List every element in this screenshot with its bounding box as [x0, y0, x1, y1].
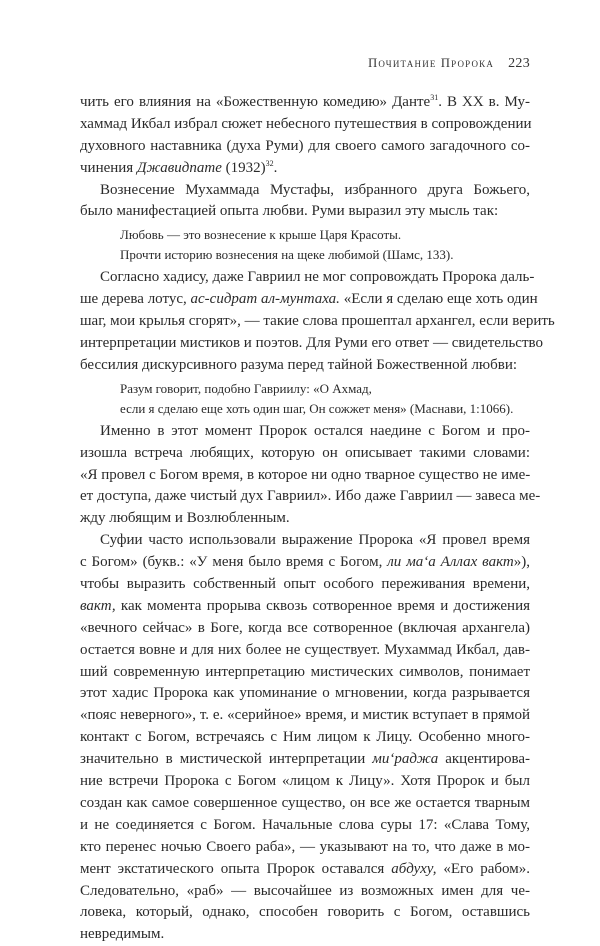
page-number: 223: [508, 56, 530, 71]
text-line: ет доступа, даже чистый дух Гавриил». Ибо даже Гавриил — завеса ме-: [80, 488, 541, 505]
verse-line: Любовь — это вознесение к крыше Царя Красоты.: [120, 227, 402, 243]
text-line: с Богом» (букв.: «У меня было время с Богом, ли ма‘а Аллах вакт»),: [80, 554, 530, 571]
paragraph-4: [80, 421, 541, 530]
text-line: «Я провел с Богом время, в которое ни одно тварное существо не име-: [80, 466, 531, 483]
text-line: «вечного сейчас» в Боге, когда все сотворенное (включая архангела): [80, 619, 530, 636]
text-line: мент экстатического опыта Пророк оставался абдуху, «Его рабом».: [80, 860, 530, 877]
text-line: жду любящим и Возлюбленным.: [80, 510, 290, 527]
text-line: Именно в этот момент Пророк остался наедине с Богом и про-: [100, 422, 530, 439]
footnote-ref-31: 31: [430, 93, 439, 102]
running-title: Почитание Пророка: [368, 56, 495, 70]
text-line: духовного наставника (духа Руми) для своего самого загадочного со-: [80, 137, 530, 154]
text-line: контакт с Богом, встречаясь с Ним лицом к Лицу. Особенно много-: [80, 729, 530, 746]
text-line: шаг, мои крылья сгорят», — такие слова прошептал архангел, если верить: [80, 313, 555, 330]
text-line: значительно в мистической интерпретации ми‘раджа акцентирова-: [80, 751, 530, 768]
paragraph-2: [80, 180, 530, 224]
paragraph-5: [80, 530, 530, 946]
text-line: ший современную интерпретацию мистических символов, понимает: [80, 663, 530, 680]
italic-term: ми‘раджа: [372, 751, 439, 768]
text-line: чтобы выразить собственный опыт особого переживания времени,: [80, 576, 530, 593]
text-line: ние встречи Пророка с Богом «лицом к Лицу». Хотя Пророк и был: [80, 773, 530, 790]
text-line: Вознесение Мухаммада Мустафы, избранного друга Божьего,: [100, 181, 530, 198]
text-line: бессилия дискурсивного разума перед тайной Божественной любви:: [80, 356, 518, 373]
text-line: Суфии часто использовали выражение Пророка «Я провел время: [100, 532, 530, 549]
text-line: кто перенес ночью Своего раба», — указывают на то, что даже в мо-: [80, 838, 530, 855]
text-line: остается вовне и для них более не существует. Мухаммад Икбал, дав-: [80, 641, 530, 658]
running-head: [80, 56, 530, 72]
text-line: и не соединяется с Богом. Начальные слова суры 17: «Слава Тому,: [80, 816, 530, 833]
italic-term: ли ма‘а Аллах вакт: [387, 554, 514, 571]
body-text: [80, 92, 555, 946]
verse-line: Прочти историю вознесения на щеке любимой (Шамс, 133).: [120, 247, 454, 263]
italic-term: ас-сидрат ал-мунтаха.: [190, 291, 340, 308]
text-line: Согласно хадису, даже Гавриил не мог сопровождать Пророка даль-: [100, 269, 535, 286]
text-line: изошла встреча любящих, которую он описывает такими словами:: [80, 444, 530, 461]
text-line: Следовательно, «раб» — высочайшее из возможных имен для че-: [80, 882, 530, 899]
text-line: чинения Джавидname $(1932)^{32}$.: [80, 158, 278, 176]
text-line: невредимым.: [80, 926, 165, 943]
verse-quote-1: [80, 225, 530, 265]
verse-line: Разум говорит, подобно Гавриилу: «О Ахмад,: [120, 380, 372, 396]
verse-line: если я сделаю еще хоть один шаг, Он сожжет меня» (Маснави, 1:1066).: [120, 400, 514, 416]
paragraph-1: [80, 92, 530, 180]
text-line: вакт, как момента прорыва сквозь сотворенное время и достижения: [80, 597, 530, 614]
italic-term: абдуху,: [391, 860, 437, 877]
footnote-ref-32: 32: [265, 158, 274, 168]
text-line: ше дерева лотус, ас-сидрат ал-мунтаха. «Если я сделаю еще хоть один: [80, 291, 538, 308]
text-line: «пояс неверного», т. е. «серийное» время, и мистик вступает в прямой: [80, 707, 530, 724]
italic-term: Джавидname: [136, 159, 222, 176]
text-line: интерпретации мистиков и поэтов. Для Руми его ответ — свидетельство: [80, 335, 543, 352]
paragraph-3: [80, 267, 555, 376]
text-line: создан как самое совершенное существо, он все же остается тварным: [80, 794, 530, 811]
text-line: хаммад Икбал избрал сюжет небесного путешествия в сопровождении: [80, 115, 532, 132]
text-line: было манифестацией опыта любви. Руми выразил эту мысль так:: [80, 203, 499, 220]
text-line: чить его влияния на «Божественную комедию» Данте$^{31}$. В XX в. Му-: [80, 93, 530, 110]
text-line: этот хадис Пророка как упоминание о мгновении, когда разрывается: [80, 685, 530, 702]
verse-quote-2: [80, 379, 530, 419]
italic-term: вакт,: [80, 597, 116, 614]
text-line: ловека, который, однако, способен говорить с Богом, оставшись: [80, 904, 530, 921]
